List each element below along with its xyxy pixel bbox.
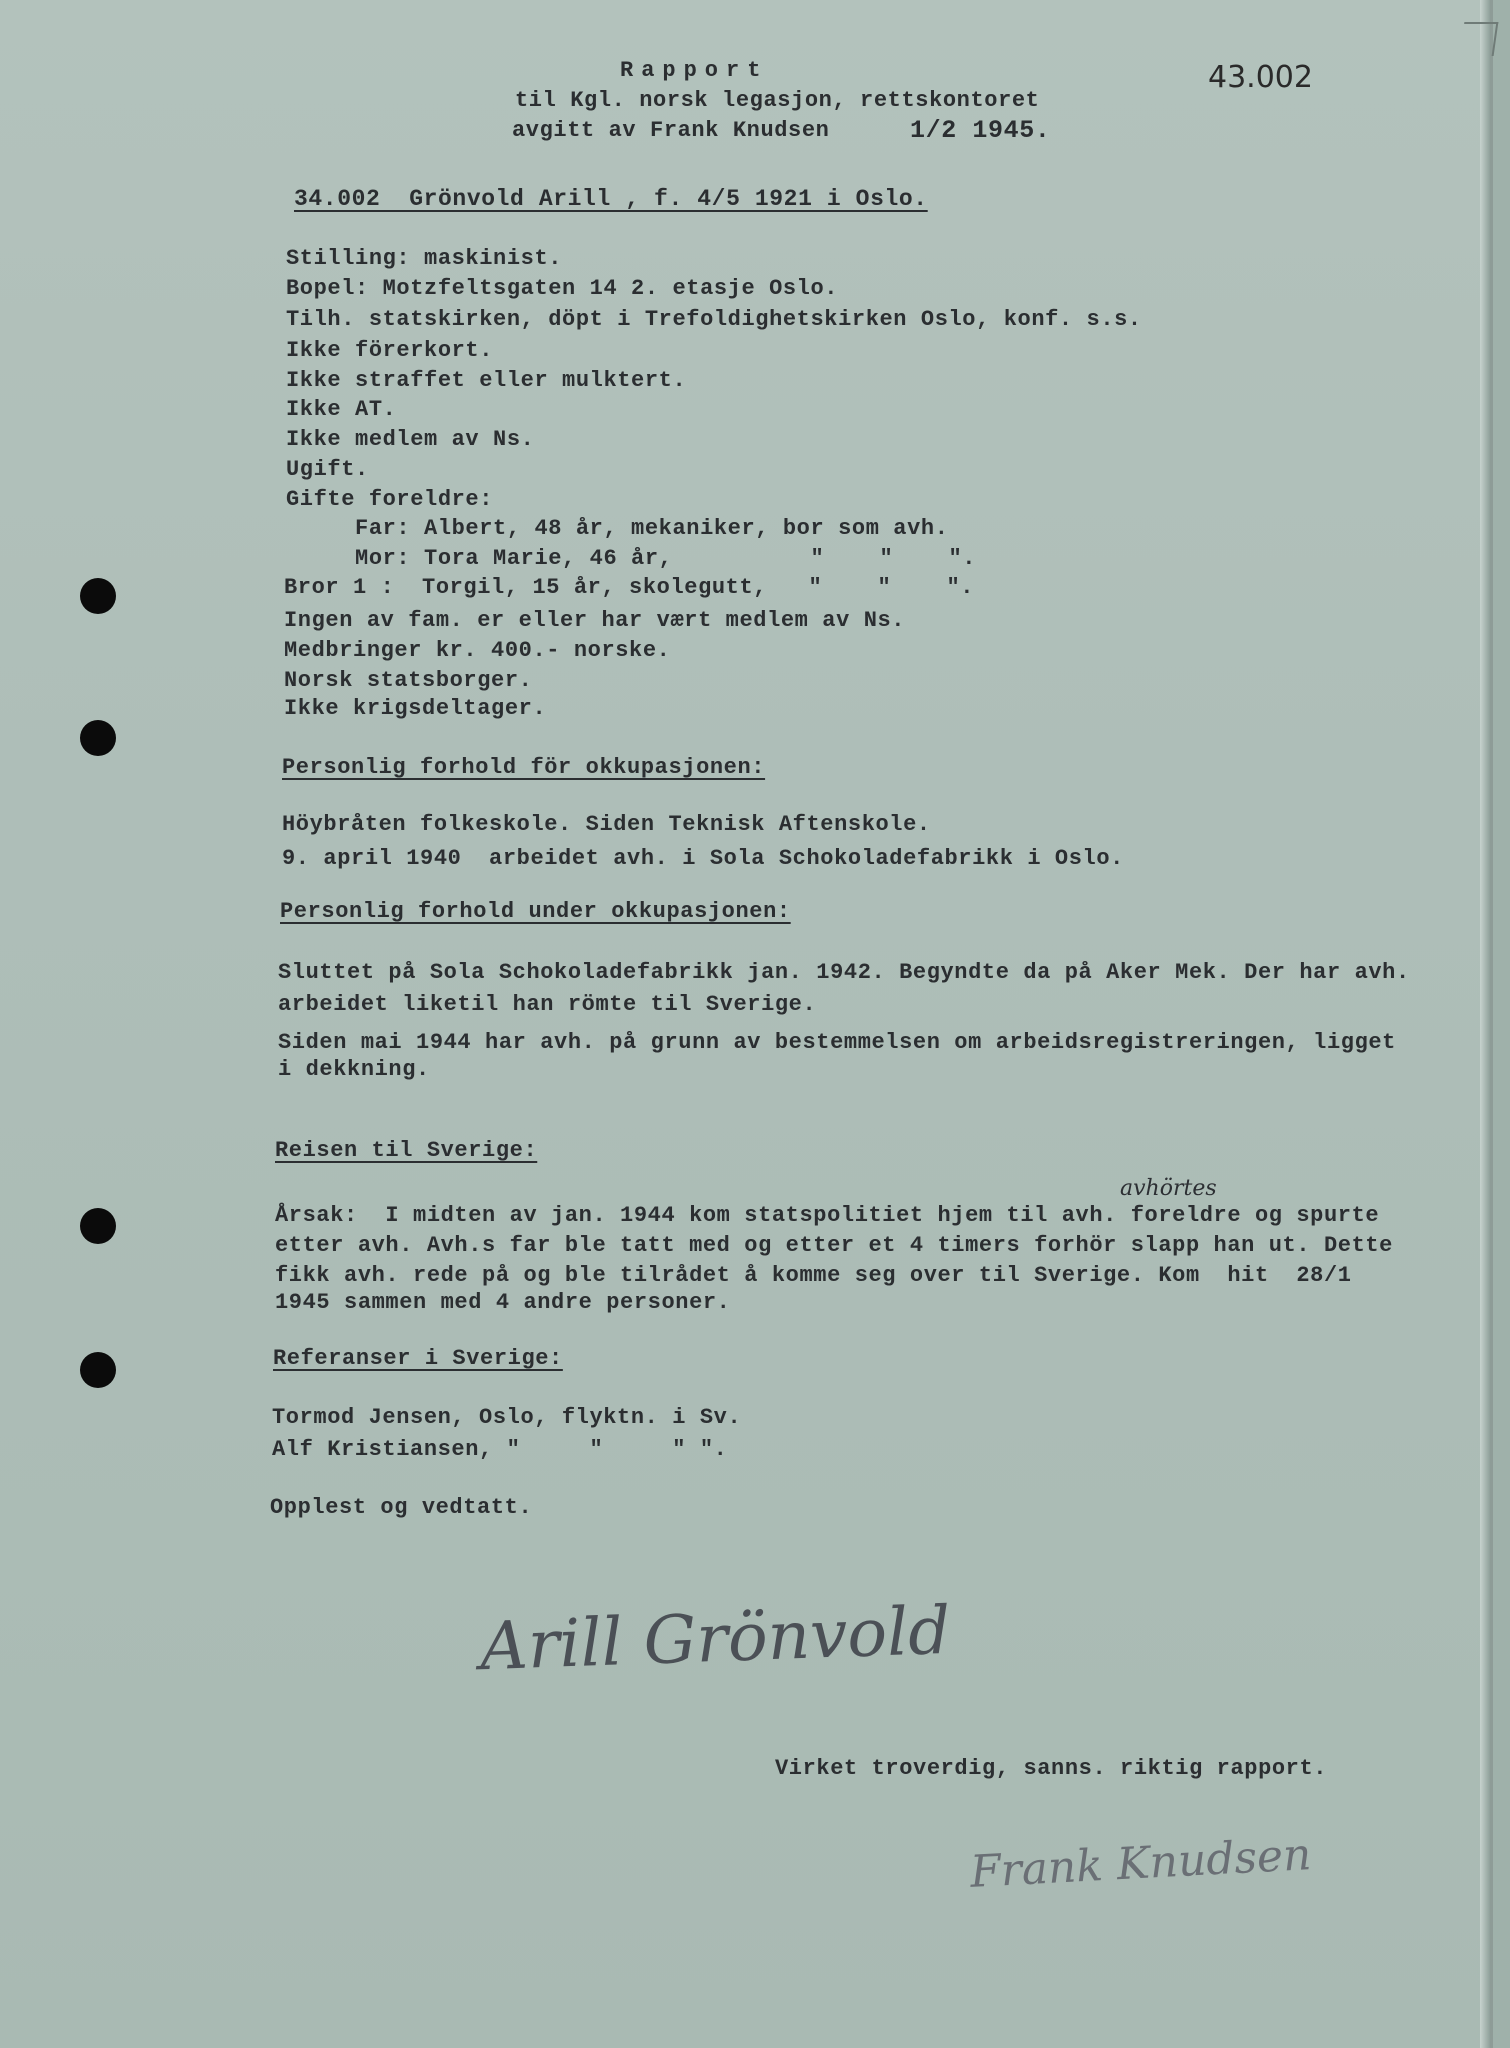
assessment-line: Virket troverdig, sanns. riktig rapport. [775, 1756, 1328, 1781]
detail-line: Medbringer kr. 400.- norske. [284, 638, 671, 663]
closing-statement: Opplest og vedtatt. [270, 1495, 533, 1520]
detail-line: Ikke straffet eller mulktert. [286, 368, 687, 393]
report-date: 1/2 1945. [910, 116, 1051, 145]
section-line: Siden mai 1944 har avh. på grunn av bestemmelsen om arbeidsregistreringen, ligget [278, 1030, 1396, 1055]
reference-line: Tormod Jensen, Oslo, flyktn. i Sv. [272, 1405, 742, 1430]
section-line: Årsak: I midten av jan. 1944 kom statspolitiet hjem til avh. foreldre og spurte [275, 1203, 1380, 1228]
officer-signature: Frank Knudsen [968, 1829, 1313, 1898]
detail-line: Ugift. [286, 457, 369, 482]
detail-line: Stilling: maskinist. [286, 246, 563, 271]
handwritten-insert: avhörtes [1120, 1176, 1217, 1201]
section-line: 1945 sammen med 4 andre personer. [275, 1290, 731, 1315]
section-line: etter avh. Avh.s far ble tatt med og etter et 4 timers forhör slapp han ut. Dette [275, 1233, 1393, 1258]
punch-hole [80, 720, 116, 756]
document-number: 43.002 [1208, 60, 1313, 95]
section-line: 9. april 1940 arbeidet avh. i Sola Schokoladefabrikk i Oslo. [282, 846, 1124, 871]
report-title: Rapport [620, 58, 769, 83]
detail-line: Bror 1 : Torgil, 15 år, skolegutt, " " ". [284, 575, 975, 600]
section-line: fikk avh. rede på og ble tilrådet å komme seg over til Sverige. Kom hit 28/1 [275, 1263, 1352, 1288]
detail-line: Ikke krigsdeltager. [284, 696, 547, 721]
section-heading-references: Referanser i Sverige: [273, 1346, 563, 1371]
section-heading-during-occupation: Personlig forhold under okkupasjonen: [280, 899, 791, 924]
section-heading-travel: Reisen til Sverige: [275, 1138, 538, 1163]
detail-line: Gifte foreldre: [286, 487, 494, 512]
detail-line: Tilh. statskirken, döpt i Trefoldighetskirken Oslo, konf. s.s. [286, 307, 1142, 332]
punch-hole [80, 578, 116, 614]
section-heading-before-occupation: Personlig forhold för okkupasjonen: [282, 755, 766, 780]
punch-hole [80, 1352, 116, 1388]
section-line: Sluttet på Sola Schokoladefabrikk jan. 1942. Begyndte da på Aker Mek. Der har avh. [278, 960, 1410, 985]
detail-line: Ikke AT. [286, 397, 397, 422]
detail-line: Mor: Tora Marie, 46 år, " " ". [286, 546, 977, 571]
subject-line: 34.002 Grönvold Arill , f. 4/5 1921 i Oslo. [294, 186, 928, 212]
detail-line: Norsk statsborger. [284, 668, 533, 693]
detail-line: Ikke medlem av Ns. [286, 427, 535, 452]
detail-line: Far: Albert, 48 år, mekaniker, bor som avh. [286, 516, 949, 541]
reference-line: Alf Kristiansen, " " " ". [272, 1437, 728, 1462]
applicant-signature: Arill Grönvold [478, 1591, 952, 1686]
punch-hole [80, 1208, 116, 1244]
section-line: arbeidet liketil han römte til Sverige. [278, 992, 817, 1017]
header-line-2: avgitt av Frank Knudsen [512, 118, 830, 143]
section-line: Höybråten folkeskole. Siden Teknisk Aftenskole. [282, 812, 931, 837]
header-line-1: til Kgl. norsk legasjon, rettskontoret [515, 88, 1040, 113]
section-line: i dekkning. [278, 1057, 430, 1082]
detail-line: Ikke förerkort. [286, 338, 494, 363]
detail-line: Ingen av fam. er eller har vært medlem av Ns. [284, 608, 906, 633]
page-corner-fold [1460, 22, 1499, 56]
detail-line: Bopel: Motzfeltsgaten 14 2. etasje Oslo. [286, 276, 839, 301]
